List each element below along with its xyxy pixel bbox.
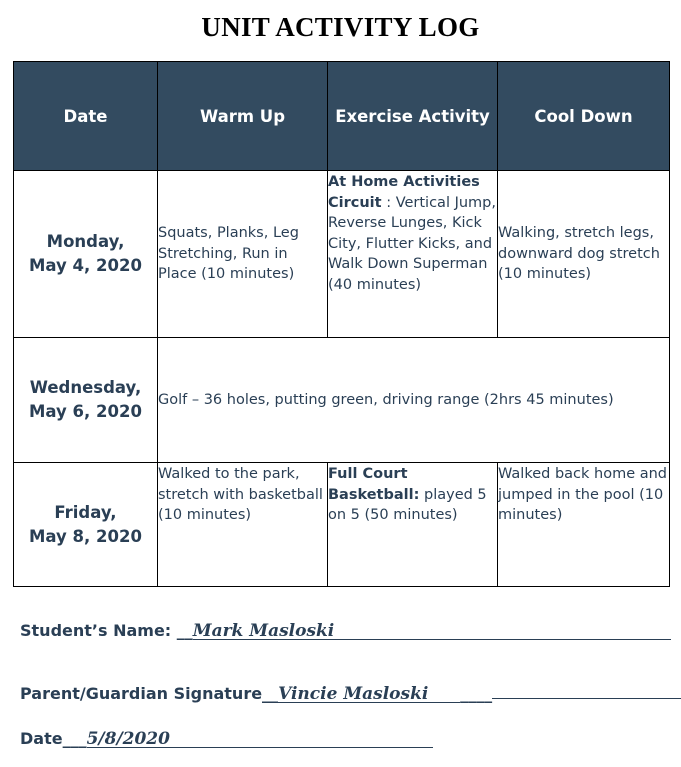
table-row [14,171,670,338]
header-cool-down: Cool Down [498,62,670,171]
day-label: Friday, [54,502,117,522]
exercise-title: Full Court Basketball: [328,466,420,503]
exercise-title: At Home Activities Circuit [328,174,480,211]
date-label: May 8, 2020 [29,526,142,546]
header-date: Date [14,62,158,171]
date-cell [14,463,158,587]
day-label: Wednesday, [29,378,142,397]
combined-activity-cell: Golf – 36 holes, putting green, driving range (2hrs 45 minutes) [158,338,670,463]
page-title: UNIT ACTIVITY LOG [201,12,480,42]
date-cell [14,171,158,338]
day-label: Monday, [46,232,125,251]
cool-down-cell: Walked back home and jumped in the pool (10 minutes) [498,463,670,587]
table-row [14,338,670,463]
cool-down-cell: Walking, stretch legs, downward dog stretch (10 minutes) [498,171,670,338]
parent-signature-tail: ____ [460,684,493,703]
exercise-cell [328,171,498,338]
parent-signature-label: Parent/Guardian Signature__ [20,684,279,703]
exercise-cell [328,463,498,587]
date-label: May 4, 2020 [29,256,142,275]
date-label: May 6, 2020 [29,402,142,421]
table-row [14,463,670,587]
parent-signature-field[interactable] [278,684,460,703]
activity-log-table [13,61,670,587]
student-name-label: Student’s Name: __ [20,621,193,640]
parent-signature-line [20,680,681,703]
date-line [20,729,433,748]
date-cell [14,338,158,463]
parent-signature-value: Vincie Masloski [278,684,429,704]
student-name-line [20,621,671,640]
student-name-field[interactable] [193,621,671,640]
student-name-value: Mark Masloski [192,621,335,641]
exercise-detail: played 5 on 5 (50 minutes) [328,486,487,523]
header-row [14,62,670,171]
exercise-detail: : Vertical Jump, Reverse Lunges, Kick City, Flutter Kicks, and Walk Down Superman (40 minutes) [328,194,496,293]
header-warm-up: Warm Up [158,62,328,171]
date-field-value: 5/8/2020 [86,729,170,749]
header-exercise-activity: Exercise Activity [328,62,498,171]
parent-signature-extra-line [492,680,681,699]
warm-up-cell: Walked to the park, stretch with basketball (10 minutes) [158,463,328,587]
date-field[interactable] [87,729,433,748]
warm-up-cell: Squats, Planks, Leg Stretching, Run in Place (10 minutes) [158,171,328,338]
date-field-label: Date___ [20,729,87,748]
